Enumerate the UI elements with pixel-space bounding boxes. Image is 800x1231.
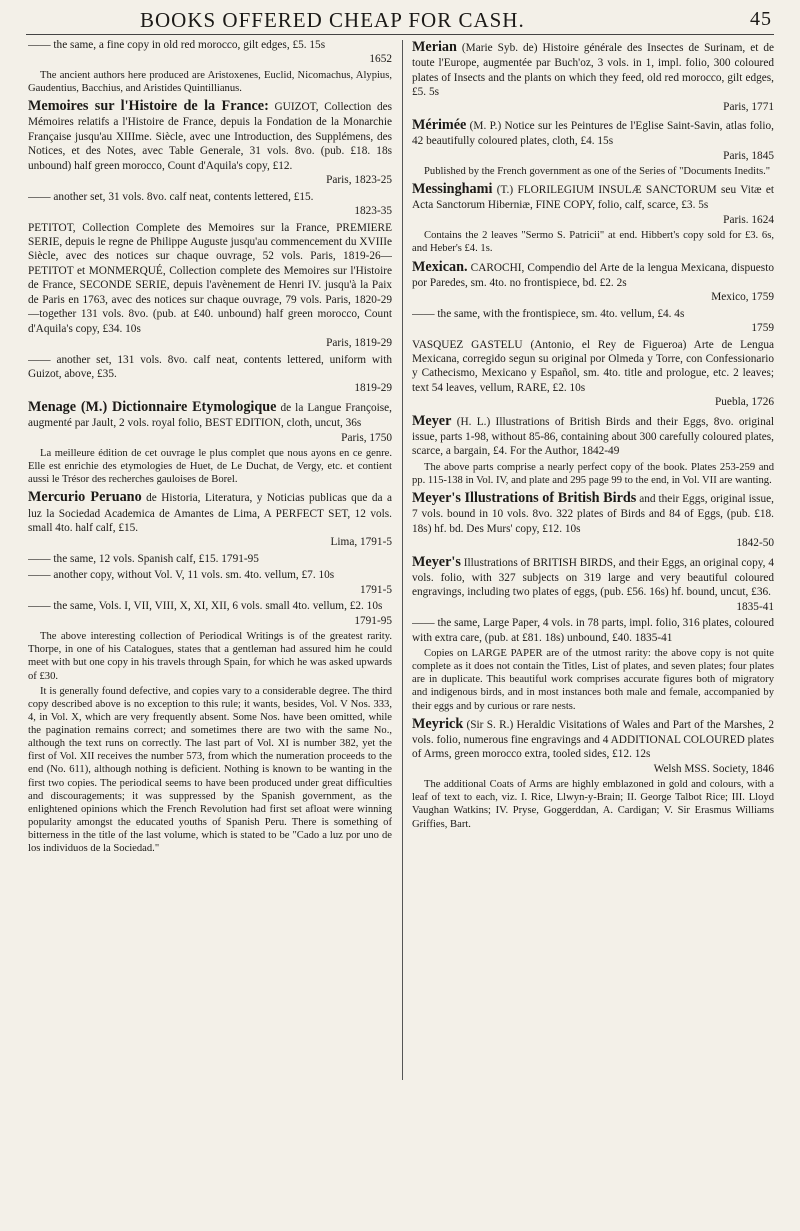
catalogue-entry [28, 97, 392, 187]
entry-text: —— the same, Vols. I, VII, VIII, X, XI, XII, 6 vols. small 4to. vellum, £2. 10s [28, 600, 383, 613]
catalogue-entry [412, 489, 774, 551]
entry-note: Contains the 2 leaves "Sermo S. Patricii" at end. Hibbert's copy sold for £3. 6s, and Heber's £4. 1s. [412, 230, 774, 255]
entry-date: Paris, 1750 [341, 431, 392, 444]
catalogue-entry [412, 338, 774, 410]
entry-date: Paris, 1819-29 [326, 337, 392, 350]
catalogue-entry [412, 180, 774, 227]
entry-text: (H. L.) Illustrations of British Birds and their Eggs, 8vo. original issue, parts 1-98, without 85-86, containing about 300 carefully coloured plates, scarce, a bargain, £4. For the Author, 1842-49 [412, 415, 774, 458]
column-divider [402, 40, 403, 1080]
entry-text: (Marie Syb. de) Histoire générale des Insectes de Surinam, et de toute l'Europe, augmentée par Buch'oz, 3 vols. in 1, impl. folio, 300 coloured plates of Insects and the plants on which they feed, old red morocco, gilt edges, £5. 5s [412, 42, 774, 99]
entry-date: 1842-50 [736, 537, 774, 550]
entry-text: —— the same, Large Paper, 4 vols. in 78 parts, impl. folio, 316 plates, coloured with extra care, (pub. at £81. 18s) unbound, £40. 1835-41 [412, 617, 774, 644]
catalogue-entry [28, 221, 392, 351]
entry-date: Paris, 1771 [723, 100, 774, 113]
entry-note: The above interesting collection of Periodical Writings is of the greatest rarity. Thorpe, in one of his Catalogues, states that a gentleman had assured him he could meet with but one copy in his travels through Spain, for which he was asked upwards of £30. [28, 631, 392, 682]
entry-heading: Merian [412, 39, 457, 55]
entry-date: Mexico, 1759 [711, 291, 774, 304]
entry-heading: Mexican. [412, 258, 468, 275]
entry-date: Puebla, 1726 [715, 396, 774, 409]
entry-note: La meilleure édition de cet ouvrage le plus complet que nous ayons en ce genre. Elle est enrichie des etymologies de Huet, de Le Duchat, de Vergy, etc. et contient aussi le Trésor des recherches gauloises de Borel. [28, 448, 392, 486]
catalogue-entry [28, 488, 392, 550]
catalogue-entry [412, 715, 774, 777]
entry-text: PETITOT, Collection Complete des Memoires sur la France, PREMIERE SERIE, depuis le regne de Philippe Auguste jusqu'au commencement du XVIIIe Siècle, avec des notices sur chaque ouvrage, 52 vols. Paris, 1819-26—PETITOT et MONMERQUÉ, Collection complete des Memoires sur l'Histoire de France, SECONDE SERIE, depuis l'avènement de Henri IV. jusqu'à la Paix de Paris en 1763, avec des notices sur chaque ouvrage, 79 vols. Paris, 1820-29—together 131 vols. 8vo. (pub. at £40. unbound) half green morocco, Count d'Aquila's copy, £34. 10s [28, 221, 392, 335]
entry-note: Published by the French government as one of the Series of "Documents Inedits." [424, 166, 771, 178]
catalogue-entry [28, 353, 392, 396]
catalogue-entry [412, 412, 774, 459]
entry-note: The above parts comprise a nearly perfect copy of the book. Plates 253-259 and pp. 115-138 in Vol. IV, and plate and 295 page 99 to the end, in Vol. VII are wanting. [412, 461, 774, 486]
entry-text: —— the same, 12 vols. Spanish calf, £15. 1791-95 [28, 552, 259, 565]
entry-text: GUIZOT, Collection des Mémoires relatifs a l'Histoire de France, depuis la Fondation de la Monarchie Française jusqu'au XIIIme. Siècle, avec une Introduction, des Supplémens, des Notices, et des Notes, avec Table Generale, 31 vols. 8vo. (pub. £18. 18s unbound) half green morocco, Count d'Aquila's copy, £12. [28, 101, 392, 172]
entry-date: 1835-41 [736, 600, 774, 613]
entry-heading: Meyer [412, 412, 452, 429]
catalogue-entry [28, 568, 392, 597]
entry-text: —— another copy, without Vol. V, 11 vols. sm. 4to. vellum, £7. 10s [28, 569, 335, 582]
entry-heading: Messinghami [412, 181, 493, 198]
entry-heading: Meyrick [412, 715, 464, 732]
entry-date: 1819-29 [354, 382, 392, 395]
catalogue-entry [28, 190, 392, 219]
catalogue-entry [28, 398, 392, 445]
entry-text: —— another set, 131 vols. 8vo. calf neat, contents lettered, uniform with Guizot, above, £35. [28, 353, 392, 381]
left-column [28, 38, 392, 1218]
entry-heading: Mercurio Peruano [28, 489, 142, 506]
page-header [0, 4, 800, 34]
entry-heading: Meyer's Illustrations of British Birds [412, 490, 637, 507]
catalogue-entry [28, 599, 392, 628]
entry-date: Welsh MSS. Society, 1846 [653, 762, 774, 775]
header-rule [26, 34, 774, 35]
entry-text: de Historia, Literatura, y Noticias publicas que da a luz la Sociedad Academica de Amantes de Lima, A PERFECT SET, 12 vols. small 4to. half calf, £15. [28, 492, 392, 535]
entry-text: CAROCHI, Compendio del Arte de la lengua Mexicana, dispuesto por Paredes, sm. 4to. no frontispiece, bd. £2. 2s [412, 261, 774, 289]
entry-heading: Meyer's [412, 553, 461, 570]
entry-date: 1759 [751, 322, 774, 335]
entry-note: The additional Coats of Arms are highly emblazoned in gold and colours, with a leaf of text to each, viz. I. Rice, Llwyn-y-Brain; II. George Talbot Rice; III. Lloyd Vaughan Watkins; IV. Pryse, Goggerddan, A. Cardigan; V. Sir Erasmus Williams Griffies, Bart. [412, 779, 774, 830]
entry-heading: Memoires sur l'Histoire de la France: [28, 98, 269, 115]
entry-text: VASQUEZ GASTELU (Antonio, el Rey de Figueroa) Arte de Lengua Mexicana, corregido segun su original por Olmeda y Torre, con Confessionario y Cathecismo, Mexicano y Español, sm. 4to. title and prologue, etc. 2 leaves; text 54 leaves, vellum, RARE, £2. 10s [412, 338, 774, 394]
catalogue-entry [412, 38, 774, 114]
entry-date: 1652 [369, 53, 392, 66]
entry-text: —— the same, with the frontispiece, sm. 4to. vellum, £4. 4s [412, 307, 685, 320]
catalogue-entry [412, 258, 774, 305]
entry-note: The ancient authors here produced are Aristoxenes, Euclid, Nicomachus, Alypius, Gaudentius, Bacchius, and Aristides Quintillianus. [28, 69, 392, 95]
catalogue-entry [412, 116, 774, 163]
page-title: BOOKS OFFERED CHEAP FOR CASH. [140, 8, 525, 32]
page-number: 45 [750, 8, 772, 30]
entry-note: It is generally found defective, and copies vary to a considerable degree. The third copy described above is no exception to this rule; it wants, besides, Vol. V Nos. 333, 4, in Vol. X, which are very frequently absent. Some Nos. have been omitted, while the pagination remains correct; and sometimes there are two with the same No., although the text runs on correctly. The last part of Vol. XI is number 382, yet the first of Vol. XII receives the number 573, from which the numeration proceeds to the end (No. 611), although nothing is deficient. Nothing is known to be wanting in the first two copies. The periodical seems to have been produced under great difficulties and discouragements; it was suppressed by the Spanish government, as the enlightened opinions which the French Revolution had first set afloat were winning popularity amongst the educated youths of Spanish Peru. There is something of bitterness in the title of the last volume, which is stated to be "Cado a luz por uno de los individuos de la Sociedad." [28, 685, 392, 855]
catalogue-entry [412, 307, 774, 336]
entry-text: (Sir S. R.) Heraldic Visitations of Wales and Part of the Marshes, 2 vols. folio, numerous fine engravings and 4 ADDITIONAL COLOURED plates of Arms, green morocco extra, tooled sides, £12. 12s [412, 718, 774, 761]
catalogue-entry [28, 552, 392, 566]
entry-date: Lima, 1791-5 [330, 536, 392, 549]
entry-text: de la Langue Françoise, augmenté par Jault, 2 vols. royal folio, BEST EDITION, cloth, uncut, 36s [28, 401, 392, 430]
catalogue-entry [412, 553, 774, 615]
entry-text: —— the same, a fine copy in old red morocco, gilt edges, £5. 15s [28, 39, 326, 51]
entry-text: (M. P.) Notice sur les Peintures de l'Eglise Saint-Savin, atlas folio, 42 beautifully coloured plates, cloth, £4. 15s [412, 119, 774, 148]
entry-date: Paris, 1845 [723, 149, 774, 162]
entry-text: and their Eggs, original issue, 7 vols. bound in 10 vols. 8vo. 322 plates of Birds and 84 of Eggs, (pub. £18. 18s) hf. bd. Des Murs' copy, £12. 10s [412, 493, 774, 535]
entry-heading: Menage (M.) Dictionnaire Etymologique [28, 398, 277, 415]
entry-date: 1823-35 [354, 205, 392, 218]
entry-text: —— another set, 31 vols. 8vo. calf neat, contents lettered, £15. [28, 190, 314, 203]
right-column [412, 38, 774, 1218]
entry-date: Paris, 1823-25 [326, 174, 392, 187]
catalogue-entry [412, 616, 774, 645]
entry-date: Paris. 1624 [723, 213, 774, 226]
entry-text: Illustrations of BRITISH BIRDS, and their Eggs, an original copy, 4 vols. folio, with 327 subjects on 319 large and very beautiful coloured engravings, including two plates of eggs, (pub. £56. 16s) hf. bound, uncut, £36. [412, 556, 774, 599]
catalogue-entry [28, 38, 392, 67]
entry-note: Copies on LARGE PAPER are of the utmost rarity: the above copy is not quite complete as it does not contain the Titles, List of plates, and seven plates; four plates are in duplicate. This beautiful work comprises accurate figures both of migratory and indigenous birds, and in most instances both male and female, accompanied by their eggs and by curious or rare nests. [412, 648, 774, 712]
entry-date: 1791-95 [354, 614, 392, 627]
entry-heading: Mérimée [412, 116, 467, 133]
entry-text: (T.) FLORILEGIUM INSULÆ SANCTORUM seu Vitæ et Acta Sanctorum Hiberniæ, FINE COPY, folio, calf, scarce, £3. 5s [412, 184, 774, 212]
entry-date: 1791-5 [359, 583, 392, 596]
